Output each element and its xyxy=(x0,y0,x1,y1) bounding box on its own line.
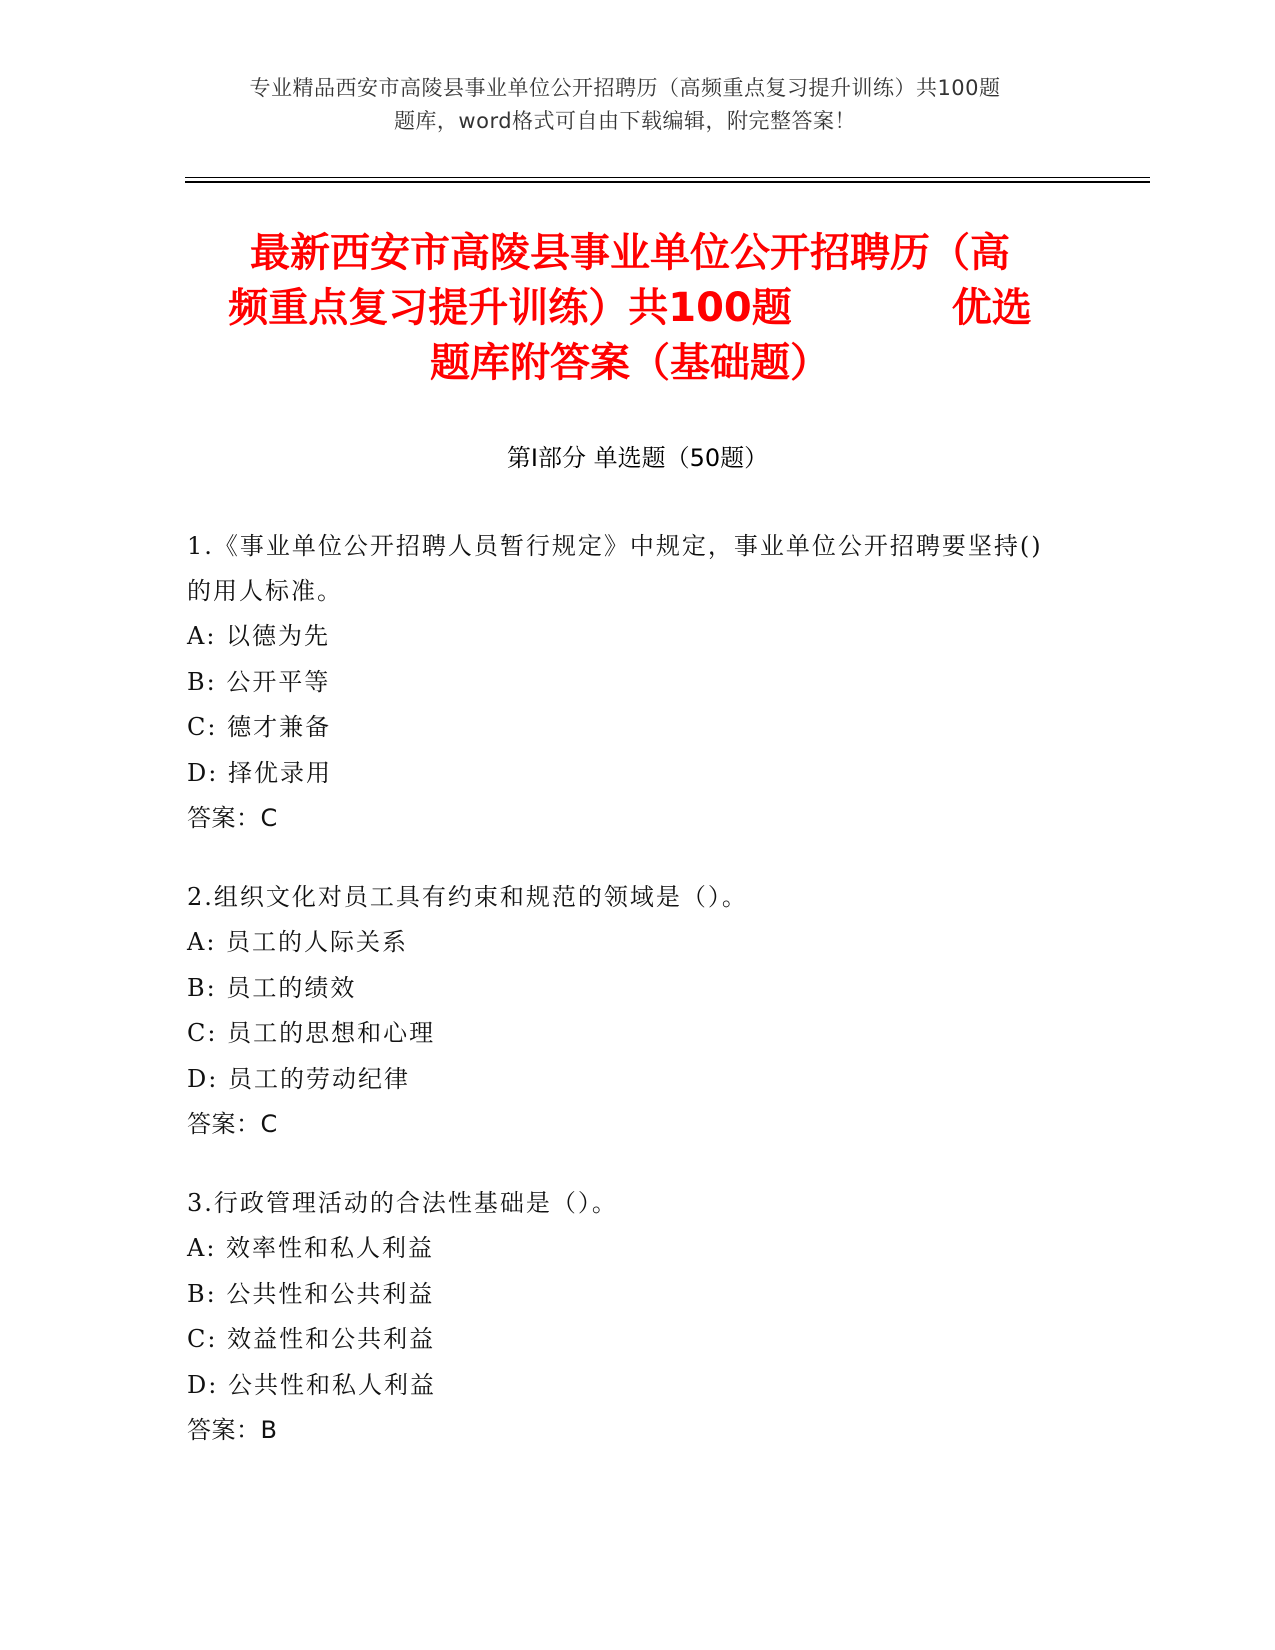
header-note xyxy=(185,72,1065,138)
question-option-a: A: 效率性和私人利益 xyxy=(187,1234,435,1262)
question-option-c: C: 员工的思想和心理 xyxy=(187,1019,436,1047)
question-option-a: A: 以德为先 xyxy=(187,622,331,650)
question-option-b: B: 公共性和公共利益 xyxy=(187,1279,435,1308)
header-rule-thick xyxy=(185,181,1150,183)
question-answer: 答案：C xyxy=(187,804,278,832)
question-item xyxy=(187,524,1067,841)
question-option-a: A: 员工的人际关系 xyxy=(187,928,409,956)
section-title: 第Ⅰ部分 单选题（50题） xyxy=(506,444,769,472)
header-rule-thin xyxy=(185,177,1150,178)
header-note-line2: 题库，word格式可自由下载编辑，附完整答案！ xyxy=(393,109,857,133)
question-option-c: C: 效益性和公共利益 xyxy=(187,1325,436,1353)
question-option-b: B: 员工的绩效 xyxy=(187,973,357,1002)
header-note-line1: 专业精品西安市高陵县事业单位公开招聘历（高频重点复习提升训练）共100题 xyxy=(249,76,1001,100)
document-title-line2: 频重点复习提升训练）共100题 优选 xyxy=(228,285,1032,331)
question-item xyxy=(187,875,1067,1147)
question-list xyxy=(187,524,1067,1487)
question-answer: 答案：C xyxy=(187,1110,278,1138)
question-option-d: D: 员工的劳动纪律 xyxy=(187,1064,410,1093)
question-answer: 答案：B xyxy=(187,1416,278,1444)
question-stem: 3.行政管理活动的合法性基础是（）。 xyxy=(187,1189,618,1217)
question-option-d: D: 择优录用 xyxy=(187,758,332,787)
question-item xyxy=(187,1181,1067,1453)
question-option-c: C: 德才兼备 xyxy=(187,713,332,741)
question-option-d: D: 公共性和私人利益 xyxy=(187,1370,436,1399)
document-title-line1: 最新西安市高陵县事业单位公开招聘历（高 xyxy=(250,230,1010,276)
question-stem: 1.《事业单位公开招聘人员暂行规定》中规定，事业单位公开招聘要坚持()的用人标准。 xyxy=(187,532,1043,605)
document-title-line3: 题库附答案（基础题） xyxy=(430,340,830,386)
question-option-b: B: 公开平等 xyxy=(187,667,331,696)
question-stem: 2.组织文化对员工具有约束和规范的领域是（）。 xyxy=(187,883,748,911)
document-title xyxy=(195,226,1065,391)
